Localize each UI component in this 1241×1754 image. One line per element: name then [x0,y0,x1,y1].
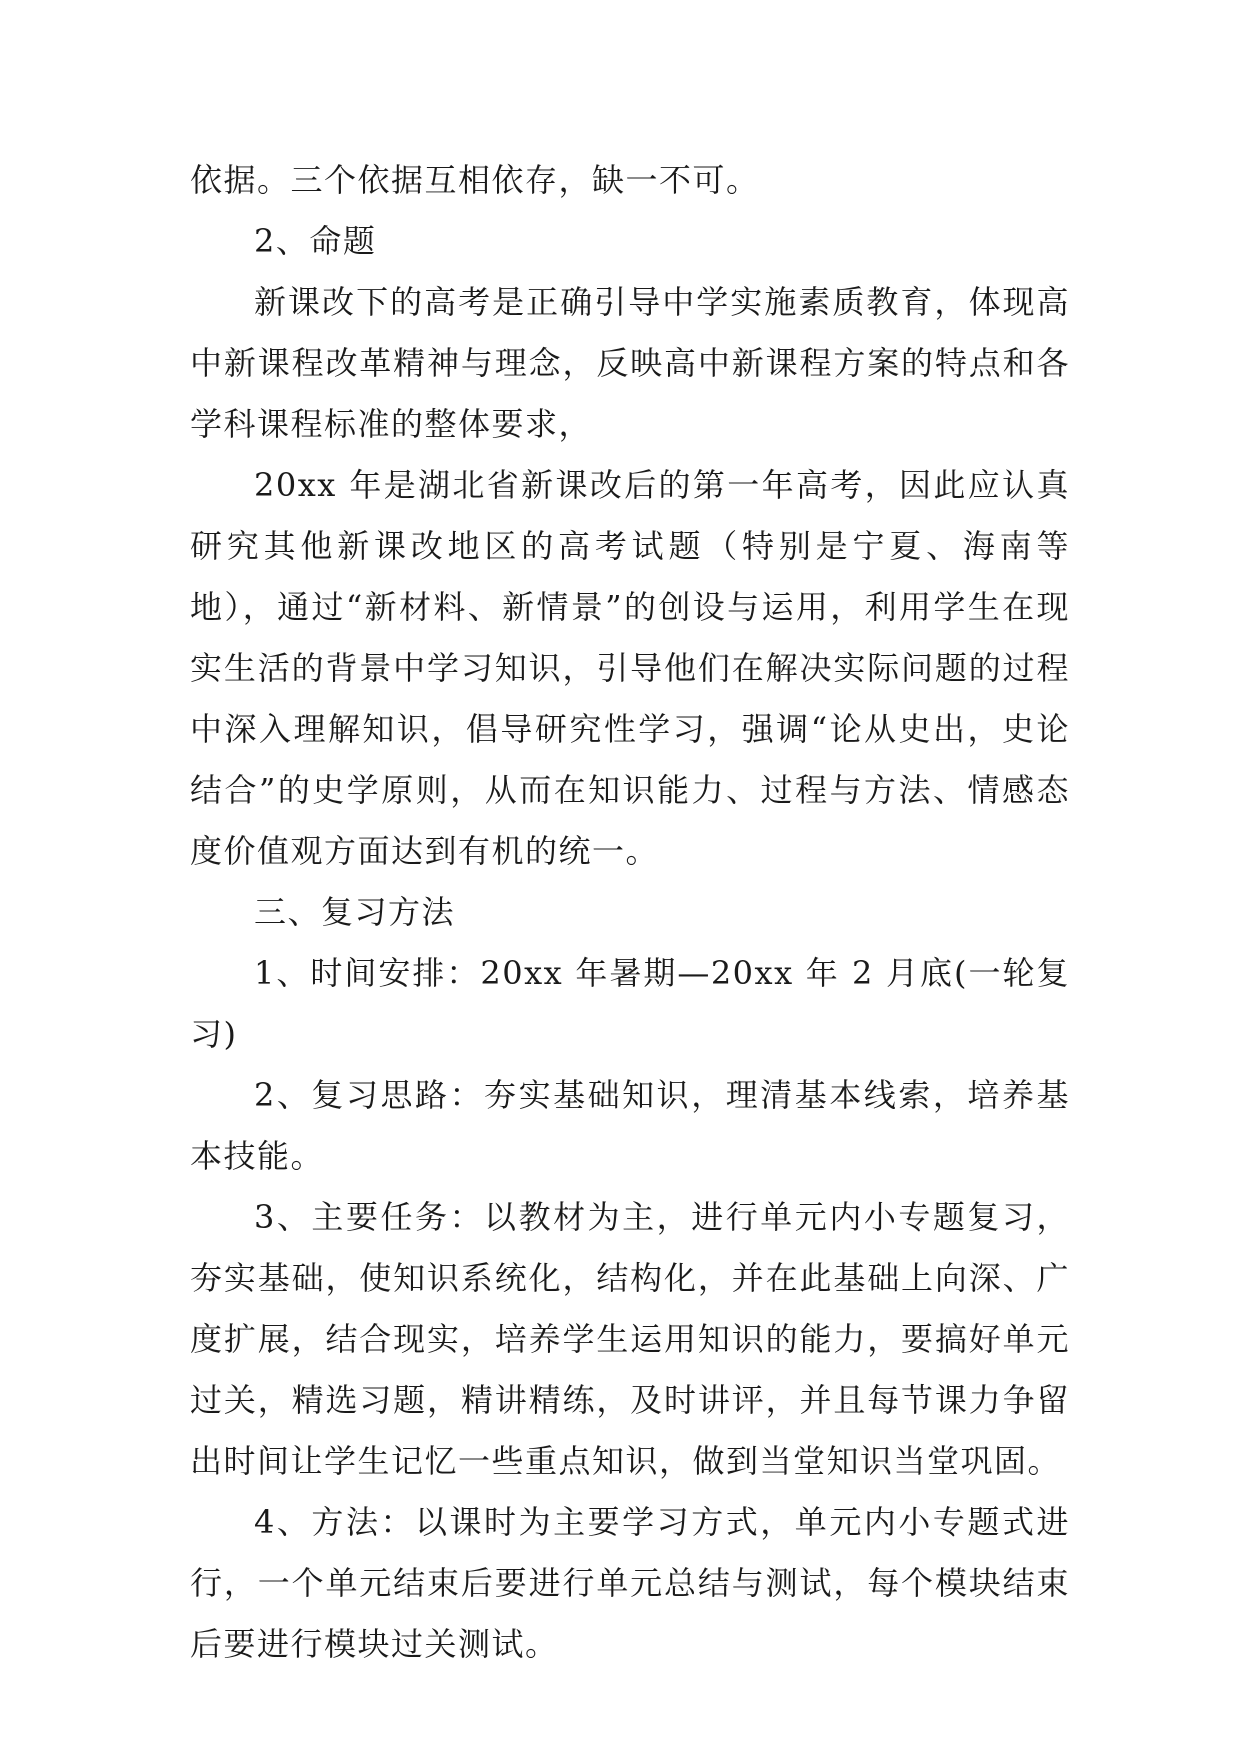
paragraph-time-arrangement: 1、时间安排：20xx 年暑期—20xx 年 2 月底(一轮复习) [190,954,1070,1053]
section-heading-proposition: 2、命题 [254,222,377,260]
paragraph-1: 依据。三个依据互相依存，缺一不可。 [190,161,760,199]
paragraph-method: 4、方法：以课时为主要学习方式，单元内小专题式进行，一个单元结束后要进行单元总结与测试，每个模块结束后要进行模块过关测试。 [190,1503,1070,1663]
paragraph-4: 20xx 年是湖北省新课改后的第一年高考，因此应认真研究其他新课改地区的高考试题（特别是宁夏、海南等地），通过“新材料、新情景”的创设与运用，利用学生在现实生活的背景中学习知识，引导他们在解决实际问题的过程中深入理解知识，倡导研究性学习，强调“论从史出，史论结合”的史学原则，从而在知识能力、过程与方法、情感态度价值观方面达到有机的统一。 [190,466,1070,870]
paragraph-review-approach: 2、复习思路：夯实基础知识，理清基本线索，培养基本技能。 [190,1076,1070,1175]
document-body [190,150,1070,1675]
section-heading-review-method: 三、复习方法 [254,893,456,931]
paragraph-main-tasks: 3、主要任务：以教材为主，进行单元内小专题复习，夯实基础，使知识系统化，结构化，并在此基础上向深、广度扩展，结合现实，培养学生运用知识的能力，要搞好单元过关，精选习题，精讲精练，及时讲评，并且每节课力争留出时间让学生记忆一些重点知识，做到当堂知识当堂巩固。 [190,1198,1070,1480]
paragraph-3: 新课改下的高考是正确引导中学实施素质教育，体现高中新课程改革精神与理念，反映高中新课程方案的特点和各学科课程标准的整体要求， [190,283,1070,443]
